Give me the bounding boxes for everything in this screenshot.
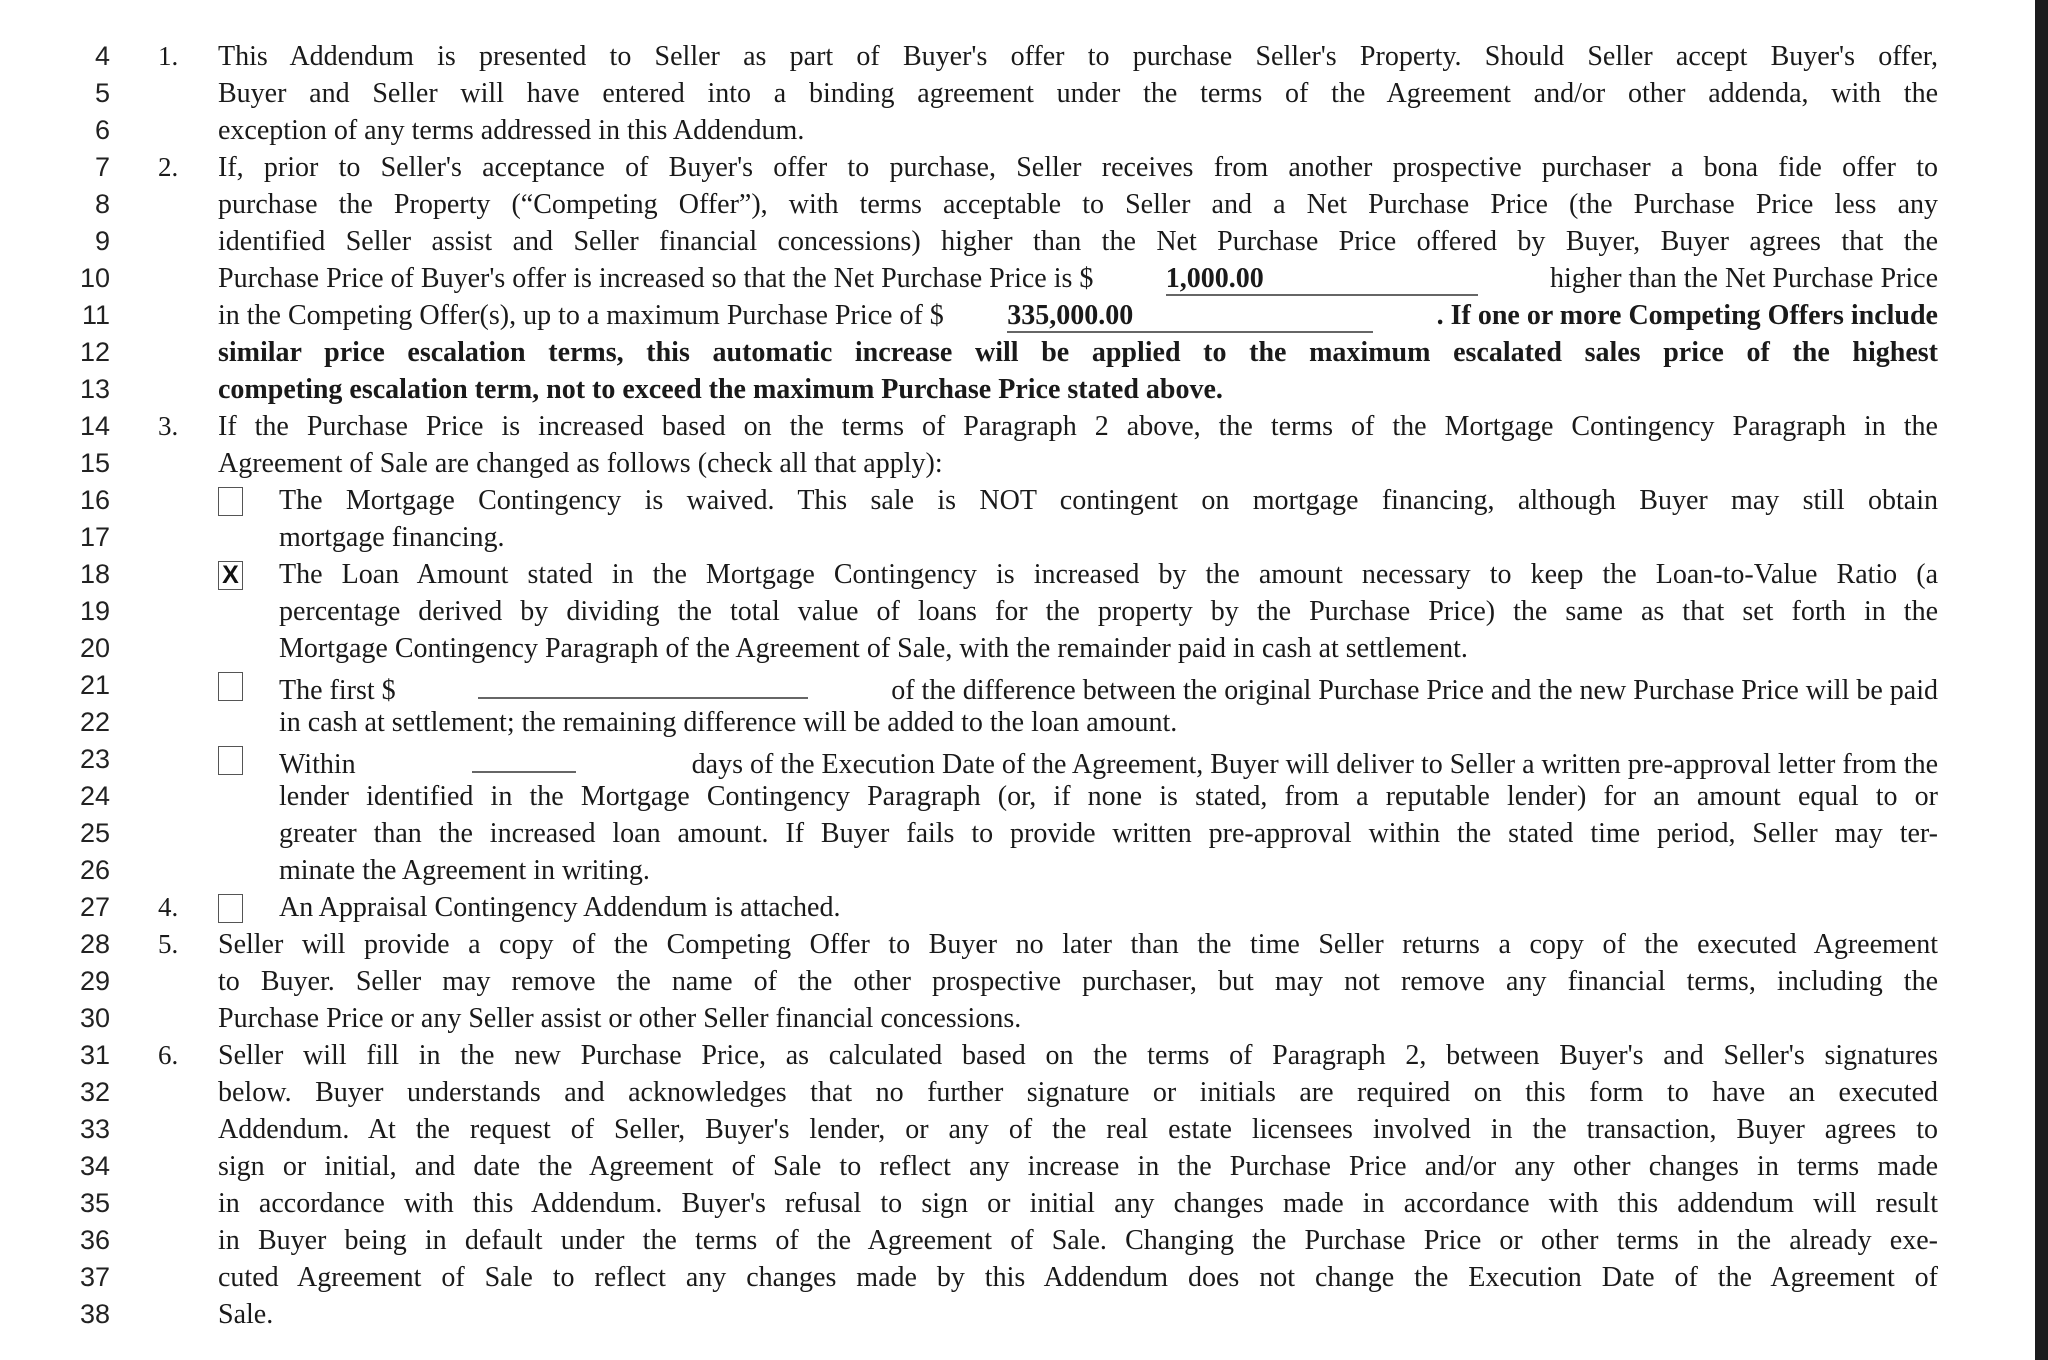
line-number: 9 bbox=[94, 226, 110, 256]
option-preapproval-line-4 bbox=[0, 852, 2035, 889]
p2-line-1 bbox=[0, 149, 2035, 186]
window-edge bbox=[2035, 0, 2048, 1360]
checkbox-waive-mortgage-contingency[interactable] bbox=[218, 487, 243, 516]
line-number: 36 bbox=[79, 1225, 110, 1255]
p2-text: Purchase Price of Buyer's offer is increased so that the Net Purchase Price is $ bbox=[218, 263, 1094, 294]
line-number: 19 bbox=[79, 596, 110, 626]
p6-line-3 bbox=[0, 1111, 2035, 1148]
option-cash-portion-line-1 bbox=[0, 667, 2035, 704]
option-loan-amount-line-2 bbox=[0, 593, 2035, 630]
checkbox-cash-portion[interactable] bbox=[218, 672, 243, 701]
preapproval-days-field[interactable] bbox=[472, 741, 576, 773]
paragraph-number-1: 1. bbox=[158, 41, 179, 71]
p2-text: in the Competing Offer(s), up to a maximum Purchase Price of $ bbox=[218, 300, 944, 331]
option-loan-amount-line-1 bbox=[0, 556, 2035, 593]
option-text: mortgage financing. bbox=[279, 522, 505, 553]
line-number: 4 bbox=[94, 41, 110, 71]
p5-text: to Buyer. Seller may remove the name of the other prospective purchaser, but may not remove any financial terms, including the bbox=[218, 966, 1938, 997]
checkbox-increase-loan-amount[interactable]: X bbox=[218, 561, 243, 590]
p2-text: purchase the Property (“Competing Offer”), with terms acceptable to Seller and a Net Purchase Price (the Purchase Price less any bbox=[218, 189, 1938, 220]
option-text: greater than the increased loan amount. If Buyer fails to provide written pre-approval within the stated time period, Seller may ter- bbox=[279, 818, 1938, 849]
checkbox-preapproval-letter[interactable] bbox=[218, 746, 243, 775]
line-number: 25 bbox=[79, 818, 110, 848]
p3-text: If the Purchase Price is increased based on the terms of Paragraph 2 above, the terms of the Mortgage Contingency Paragraph in the bbox=[218, 411, 1938, 442]
p5-text: Purchase Price or any Seller assist or other Seller financial concessions. bbox=[218, 1003, 1022, 1034]
checkbox-appraisal-contingency[interactable] bbox=[218, 894, 243, 923]
line-number: 6 bbox=[94, 115, 110, 145]
paragraph-number-2: 2. bbox=[158, 152, 179, 182]
line-number: 37 bbox=[79, 1262, 110, 1292]
line-number: 29 bbox=[79, 966, 110, 996]
line-number: 7 bbox=[94, 152, 110, 182]
p2-bold-text: competing escalation term, not to exceed the maximum Purchase Price stated above. bbox=[218, 374, 1223, 405]
paragraph-number-6: 6. bbox=[158, 1040, 179, 1070]
option-text: percentage derived by dividing the total value of loans for the property by the Purchase Price) the same as that set forth in the bbox=[279, 596, 1938, 627]
p2-line-7 bbox=[0, 371, 2035, 408]
option-text: in cash at settlement; the remaining difference will be added to the loan amount. bbox=[279, 707, 1178, 738]
net-increment-field[interactable]: 1,000.00 bbox=[1166, 264, 1478, 296]
p3-line-1 bbox=[0, 408, 2035, 445]
line-number: 15 bbox=[79, 448, 110, 478]
line-number: 32 bbox=[79, 1077, 110, 1107]
paragraph-number-5: 5. bbox=[158, 929, 179, 959]
option-loan-amount-line-3 bbox=[0, 630, 2035, 667]
line-number: 23 bbox=[79, 744, 110, 774]
p6-line-8 bbox=[0, 1296, 2035, 1333]
option-waive-line-1 bbox=[0, 482, 2035, 519]
line-number: 31 bbox=[79, 1040, 110, 1070]
p4-text: An Appraisal Contingency Addendum is attached. bbox=[279, 892, 841, 923]
p6-line-4 bbox=[0, 1148, 2035, 1185]
p6-line-1 bbox=[0, 1037, 2035, 1074]
option-preapproval-line-1 bbox=[0, 741, 2035, 778]
line-number: 10 bbox=[79, 263, 110, 293]
p2-bold-text: similar price escalation terms, this automatic increase will be applied to the maximum escalated sales price of the highest bbox=[218, 337, 1938, 368]
p6-text: Seller will fill in the new Purchase Price, as calculated based on the terms of Paragraph 2, between Buyer's and Seller's signatures bbox=[218, 1040, 1938, 1071]
paragraph-number-3: 3. bbox=[158, 411, 179, 441]
p5-line-2 bbox=[0, 963, 2035, 1000]
option-text: of the difference between the original Purchase Price and the new Purchase Price will be paid bbox=[891, 675, 1938, 706]
p6-text: cuted Agreement of Sale to reflect any changes made by this Addendum does not change the Execution Date of the Agreement of bbox=[218, 1262, 1938, 1293]
p3-line-2 bbox=[0, 445, 2035, 482]
option-text: Within bbox=[279, 749, 356, 780]
p4-line-1 bbox=[0, 889, 2035, 926]
p6-line-5 bbox=[0, 1185, 2035, 1222]
line-number: 5 bbox=[94, 78, 110, 108]
line-number: 33 bbox=[79, 1114, 110, 1144]
line-number: 11 bbox=[81, 300, 110, 330]
p6-text: in accordance with this Addendum. Buyer's refusal to sign or initial any changes made in accordance with this addendum will result bbox=[218, 1188, 1938, 1219]
option-text: lender identified in the Mortgage Contingency Paragraph (or, if none is stated, from a reputable lender) for an amount equal to or bbox=[279, 781, 1938, 812]
p3-text: Agreement of Sale are changed as follows (check all that apply): bbox=[218, 448, 943, 479]
line-number: 28 bbox=[79, 929, 110, 959]
option-waive-line-2 bbox=[0, 519, 2035, 556]
p2-line-3 bbox=[0, 223, 2035, 260]
line-number: 38 bbox=[79, 1299, 110, 1329]
cash-portion-amount-field[interactable] bbox=[478, 667, 808, 699]
p1-line-3 bbox=[0, 112, 2035, 149]
p2-line-4 bbox=[0, 260, 2035, 297]
line-number: 8 bbox=[94, 189, 110, 219]
p1-line-1 bbox=[0, 38, 2035, 75]
p6-line-7 bbox=[0, 1259, 2035, 1296]
option-cash-portion-line-2 bbox=[0, 704, 2035, 741]
p2-line-6 bbox=[0, 334, 2035, 371]
option-text: The Mortgage Contingency is waived. This sale is NOT contingent on mortgage financing, although Buyer may still obtain bbox=[279, 485, 1938, 516]
line-number: 20 bbox=[79, 633, 110, 663]
option-text: minate the Agreement in writing. bbox=[279, 855, 650, 886]
line-number: 27 bbox=[79, 892, 110, 922]
p6-line-2 bbox=[0, 1074, 2035, 1111]
option-preapproval-line-2 bbox=[0, 778, 2035, 815]
p2-text: identified Seller assist and Seller financial concessions) higher than the Net Purchase Price offered by Buyer, Buyer agrees that the bbox=[218, 226, 1938, 257]
max-purchase-price-field[interactable]: 335,000.00 bbox=[1007, 301, 1373, 333]
line-number: 21 bbox=[79, 670, 110, 700]
p6-text: below. Buyer understands and acknowledges that no further signature or initials are required on this form to have an executed bbox=[218, 1077, 1938, 1108]
p5-line-1 bbox=[0, 926, 2035, 963]
option-text: The Loan Amount stated in the Mortgage Contingency is increased by the amount necessary to keep the Loan-to-Value Ratio (a bbox=[279, 559, 1938, 590]
p5-text: Seller will provide a copy of the Competing Offer to Buyer no later than the time Seller returns a copy of the executed Agreement bbox=[218, 929, 1938, 960]
p1-text: exception of any terms addressed in this Addendum. bbox=[218, 115, 805, 146]
p1-line-2 bbox=[0, 75, 2035, 112]
line-number: 35 bbox=[79, 1188, 110, 1218]
paragraph-number-4: 4. bbox=[158, 892, 179, 922]
option-text: The first $ bbox=[279, 675, 396, 706]
line-number: 22 bbox=[79, 707, 110, 737]
option-text: days of the Execution Date of the Agreement, Buyer will deliver to Seller a written pre-approval letter from the bbox=[691, 749, 1938, 780]
p6-text: in Buyer being in default under the terms of the Agreement of Sale. Changing the Purchase Price or other terms in the already exe- bbox=[218, 1225, 1938, 1256]
p6-text: Sale. bbox=[218, 1299, 274, 1330]
p6-text: Addendum. At the request of Seller, Buyer's lender, or any of the real estate licensees involved in the transaction, Buyer agrees to bbox=[218, 1114, 1938, 1145]
p6-text: sign or initial, and date the Agreement of Sale to reflect any increase in the Purchase Price and/or any other changes in terms made bbox=[218, 1151, 1938, 1182]
p2-line-2 bbox=[0, 186, 2035, 223]
line-number: 12 bbox=[79, 337, 110, 367]
line-number: 18 bbox=[79, 559, 110, 589]
line-number: 24 bbox=[79, 781, 110, 811]
p1-text: This Addendum is presented to Seller as part of Buyer's offer to purchase Seller's Property. Should Seller accept Buyer's offer, bbox=[218, 41, 1938, 72]
p2-text: higher than the Net Purchase Price bbox=[1550, 263, 1938, 294]
line-number: 26 bbox=[79, 855, 110, 885]
line-number: 17 bbox=[79, 522, 110, 552]
line-number: 30 bbox=[79, 1003, 110, 1033]
p1-text: Buyer and Seller will have entered into a binding agreement under the terms of the Agreement and/or other addenda, with the bbox=[218, 78, 1938, 109]
option-text: Mortgage Contingency Paragraph of the Agreement of Sale, with the remainder paid in cash at settlement. bbox=[279, 633, 1468, 664]
p6-line-6 bbox=[0, 1222, 2035, 1259]
option-preapproval-line-3 bbox=[0, 815, 2035, 852]
line-number: 34 bbox=[79, 1151, 110, 1181]
line-number: 16 bbox=[79, 485, 110, 515]
p5-line-3 bbox=[0, 1000, 2035, 1037]
line-number: 14 bbox=[79, 411, 110, 441]
p2-bold-text: . If one or more Competing Offers include bbox=[1436, 300, 1938, 331]
p2-text: If, prior to Seller's acceptance of Buyer's offer to purchase, Seller receives from another prospective purchaser a bona fide offer to bbox=[218, 152, 1938, 183]
p2-line-5 bbox=[0, 297, 2035, 334]
line-number: 13 bbox=[79, 374, 110, 404]
